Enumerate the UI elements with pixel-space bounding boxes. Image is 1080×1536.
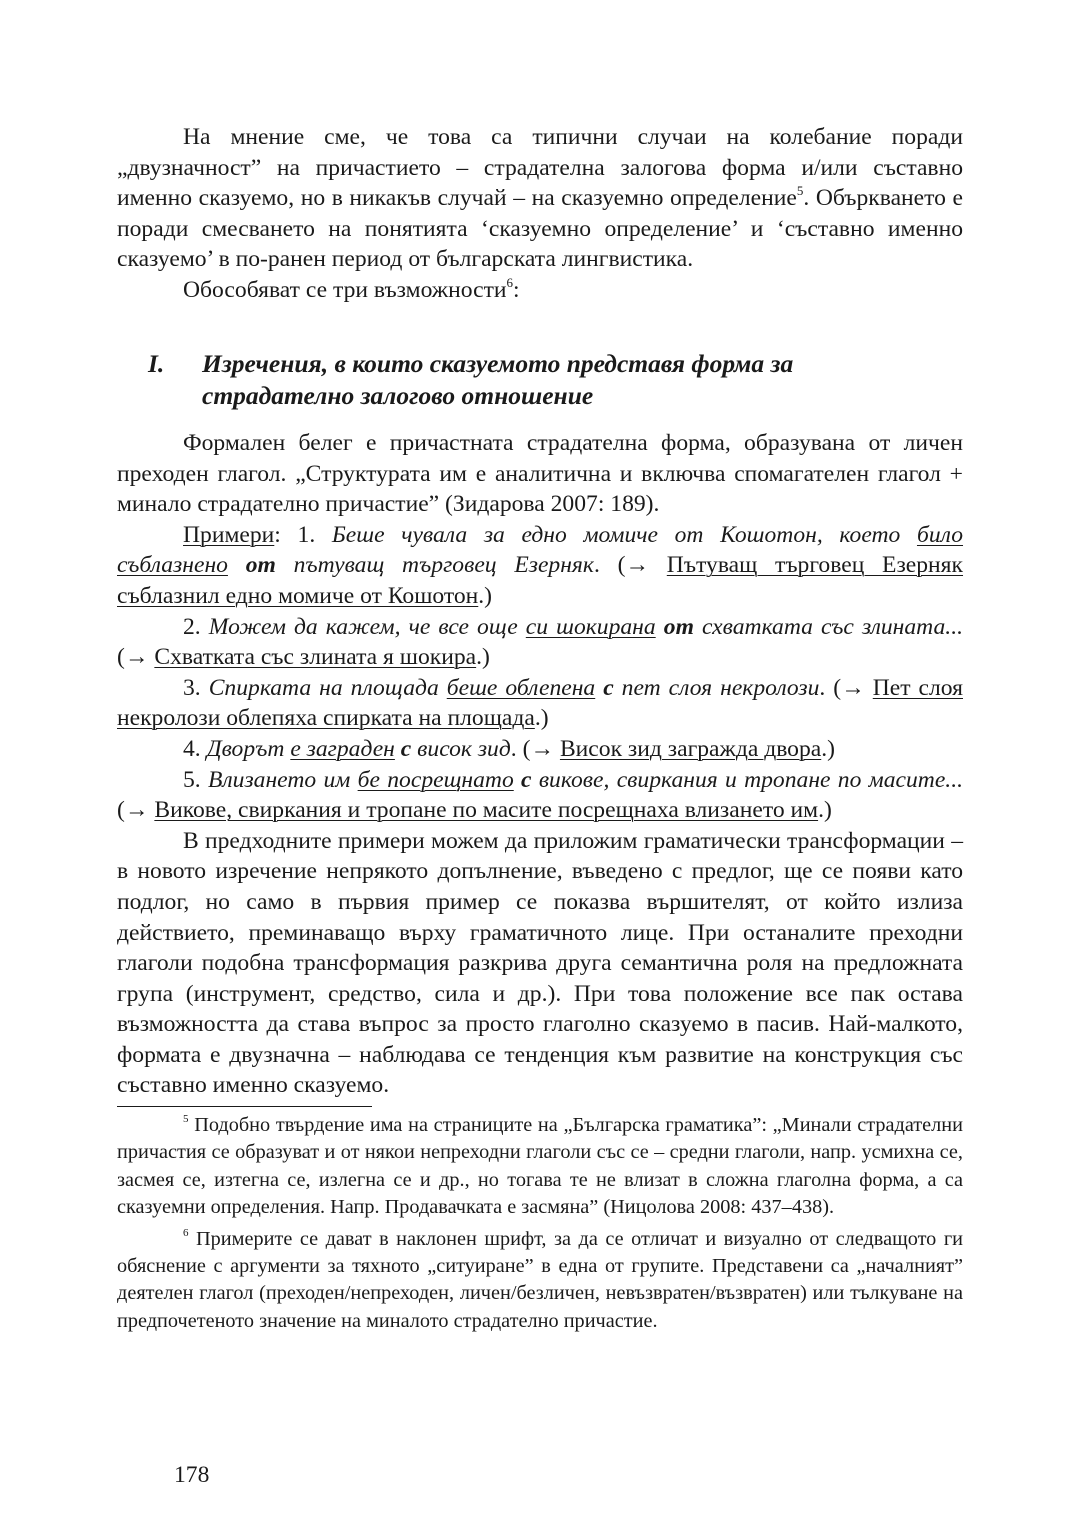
analysis-paragraph: В предходните примери можем да приложим граматически трансформации – в новото изречение непрякото допълнение, въведено с предлог, ще се появи като подлог, но само в първия пример се показва вършителят, от който излиза действието, преминаващо върху граматичното лице. При останалите преходни глаголи подобна трансформация разкрива друга семантична роля на предложната група (инструмент, средство, сила и др.). При това положение все пак остава възможността да става въпрос за просто глаголно сказуемо в пасив. Най-малкото, формата е двузначна – наблюдава се тенденция към развитие на конструкция със съставно именно сказуемо. [117,827,963,1099]
intro-block [117,122,963,306]
example-sentence-cont: пет слоя некролози [613,674,820,701]
transformation: Пътуващ търговец Езерняк съблазнил едно момиче от Кошотон [117,552,964,609]
section-heading [148,348,908,412]
main-block [117,428,963,1101]
close-paren: .) [534,705,549,732]
section-number: I. [148,349,165,378]
footnote-5 [117,1112,963,1222]
example-sentence: Спирката на площада [208,674,447,701]
examples-colon: : [274,521,298,548]
footnotes [117,1112,963,1335]
footnote-divider [117,1106,372,1107]
example-sentence-cont: викове, свиркания и тропане по масите... [531,766,963,793]
arrow: (→ [117,644,155,671]
predicate-form: е заграден [290,735,395,762]
transformation: Пет слоя некролози облепяха спирката на площада [117,674,963,732]
predicate-form: било съблазнено [117,521,964,579]
footnote-ref-6[interactable]: 6 [506,275,514,291]
close-paren: .) [478,582,493,609]
close-paren: .) [818,797,832,824]
close-paren: .) [476,644,490,671]
example-sentence-cont: висок зид [411,735,511,762]
example-sentence: Беше чувала за едно момиче от Кошотон, което [331,521,917,548]
footnote-number: 5 [183,1113,189,1126]
section-title: Изречения, в които сказуемото представя форма за страдателно залогово отношение [202,349,794,410]
possibilities-text: Обособяват се три възможности [183,276,507,303]
possibilities-paragraph [117,275,963,306]
preposition: от [663,613,694,640]
example-5 [117,765,963,826]
footnote-text: Примерите се дават в наклонен шрифт, за да се отличат и визуално от следващото ги обяснение с аргументи за тяхното „ситуиране” в една от групите. Представени са „началният” деятелен глагол (преходен/непреходен, личен/безличен, невъзвратен/възвратен) или тълкуване на предпочетеното значение на миналото страдателно причастие. [117,1227,963,1332]
footnote-ref-5[interactable]: 5 [796,183,804,199]
transformation: Викове, свиркания и тропане по масите посрещнаха влизането им [154,797,819,824]
footnote-text: Подобно твърдение има на страниците на „Българска граматика”: „Минали страдателни причастия се образуват и от някои непреходни глаголи със се – средни глаголи, напр. усмихна се, засмея се, изтегна се, излегна се и др., но тогава те не влизат в сложна глаголна форма, а са сказуемни определения. Напр. Продавачката е засмяна” (Ницолова 2008: 437–438). [117,1114,963,1219]
footnote-6 [117,1226,963,1336]
preposition: с [603,674,614,701]
example-number: 4. [183,735,207,762]
footnote-number: 6 [183,1226,189,1239]
example-4 [117,734,963,765]
preposition: с [521,766,532,793]
examples-label: Примери [183,521,275,548]
example-sentence-cont: схватката със злината... [693,613,963,640]
intro-text: На мнение сме, че това са типични случаи на колебание поради „двузначност” на причастието – страдателна залогова форма и/или съставно именно сказуемо, но в никакъв случай – на сказуемно определение [117,124,963,212]
arrow: (→ [117,797,155,824]
possibilities-colon: : [513,276,520,303]
example-3 [117,673,963,734]
example-number: 5. [183,766,208,793]
definition-paragraph: Формален белег е причастната страдателна форма, образувана от личен преходен глагол. „Структурата им е аналитична и включва спомагателен глагол + минало страдателно причастие” (Зидарова 2007: 189). [117,430,963,518]
intro-paragraph [117,122,963,275]
example-sentence: Влизането им [207,766,358,793]
page-number: 178 [174,1462,210,1488]
predicate-form: беше облепена [446,674,596,701]
arrow: . (→ [510,735,560,762]
example-number: 3. [183,674,209,701]
predicate-form: си шокирана [525,613,656,640]
example-1 [117,520,963,612]
close-paren: .) [821,735,836,762]
example-sentence-cont: пътуващ търговец Езерняк [275,552,594,579]
arrow: . (→ [593,552,667,579]
preposition: с [400,735,412,762]
example-number: 1. [297,521,332,548]
predicate-form: бе посрещнато [357,766,514,793]
example-2 [117,612,963,673]
preposition: от [245,552,276,579]
example-sentence: Дворът [206,735,291,762]
transformation: Схватката със злината я шокира [154,644,477,671]
arrow: . (→ [819,674,873,701]
example-sentence: Можем да кажем, че все още [208,613,526,640]
transformation: Висок зид загражда двора [559,735,822,762]
example-number: 2. [183,613,209,640]
intro-text-cont: . Объркването е поради смесването на понятията ‘сказуемно определение’ и ‘съставно именно сказуемо’ в по-ранен период от българската лингвистика. [117,185,963,273]
